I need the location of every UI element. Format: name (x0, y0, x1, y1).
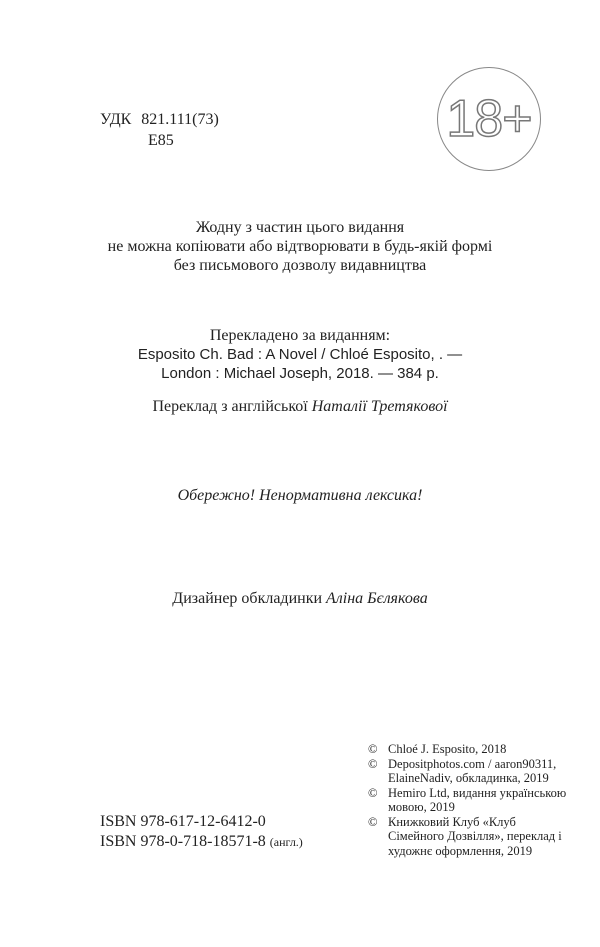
udk-line (100, 110, 219, 130)
age-rating-badge (437, 67, 541, 171)
copying-notice (0, 218, 600, 275)
isbn-note: (англ.) (269, 835, 303, 849)
age-rating-text: 18+ (446, 90, 532, 148)
original-title: Bad : A Novel / Chloé Esposito, . — (227, 346, 463, 363)
copyright-symbol: © (368, 756, 378, 771)
udk-code: 821.111(73) (141, 111, 219, 128)
copyright-item (368, 742, 568, 757)
copyright-symbol: © (368, 742, 378, 756)
isbn-english (100, 832, 303, 852)
original-edition-line-2: London : Michael Joseph, 2018. — 384 p. (161, 365, 439, 382)
designer-name: Аліна Бєлякова (326, 590, 428, 607)
isbn-text: ISBN 978-617-12-6412-0 (100, 813, 266, 830)
original-edition-intro: Перекладено за виданням: (209, 327, 391, 344)
content-warning: Обережно! Ненормативна лексика! (177, 487, 423, 504)
udk-label: УДК (100, 111, 132, 128)
copyright-text: Chloé J. Esposito, 2018 (388, 742, 507, 756)
notice-line-2: не можна копіювати або відтворювати в будь-якій формі (107, 238, 493, 255)
isbn-text: ISBN 978-0-718-18571-8 (100, 833, 266, 850)
copyright-item (368, 757, 568, 786)
copyright-text: Книжковий Клуб «Клуб Сімейного Дозвілля», переклад і художнє оформлення, 2019 (388, 814, 562, 858)
copyright-symbol: © (368, 814, 378, 829)
copyright-symbol: © (368, 785, 378, 800)
original-edition-line-1 (0, 345, 600, 364)
designer-line (0, 589, 600, 608)
copyright-text: Hemiro Ltd, видання українською мовою, 2019 (388, 785, 567, 814)
original-edition (0, 326, 600, 383)
notice-line-1: Жодну з частин цього видання (195, 219, 405, 236)
copyright-list (368, 742, 568, 858)
copyright-text: Depositphotos.com / aaron90311, ElaineNadiv, обкладинка, 2019 (388, 756, 557, 785)
notice-line-3: без письмового дозволу видавництва (173, 257, 427, 274)
translator-line (0, 397, 600, 416)
isbn-ukrainian (100, 812, 266, 831)
translator-name: Наталії Третякової (311, 398, 448, 415)
designer-prefix: Дизайнер обкладинки (172, 590, 323, 607)
author-code: E85 (148, 132, 174, 149)
translator-prefix: Переклад з англійської (152, 398, 308, 415)
copyright-item (368, 786, 568, 815)
copyright-item (368, 815, 568, 859)
original-author: Esposito Ch. (137, 346, 228, 363)
